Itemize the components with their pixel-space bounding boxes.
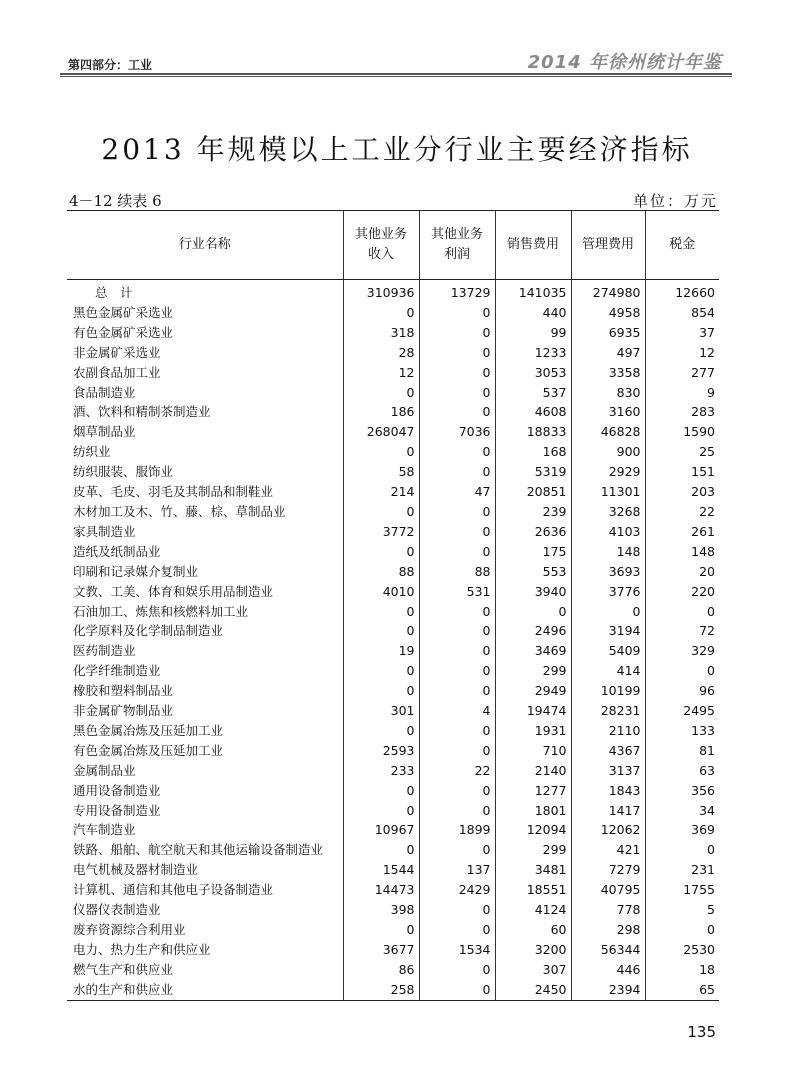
industry-name-cell: 纺织服装、服饰业 (73, 464, 174, 480)
value-cell: 4608 (495, 402, 571, 422)
table-row (67, 562, 719, 582)
table-row (67, 880, 719, 900)
value-cell: 2110 (571, 721, 645, 741)
industry-name-cell: 酒、饮料和精制茶制造业 (73, 404, 211, 420)
value-cell: 0 (419, 522, 495, 542)
value-cell: 0 (343, 502, 419, 522)
industry-name-cell: 纺织业 (73, 444, 111, 460)
value-cell: 65 (645, 980, 719, 1000)
industry-name-cell: 水的生产和供应业 (67, 980, 343, 1000)
value-cell: 231 (645, 860, 719, 880)
table-header-row (67, 211, 719, 280)
value-cell: 88 (343, 562, 419, 582)
value-cell: 18833 (495, 422, 571, 442)
value-cell: 537 (495, 383, 571, 403)
table-row (67, 701, 719, 721)
value-cell: 86 (343, 960, 419, 980)
table-row (67, 482, 719, 502)
value-cell: 0 (419, 781, 495, 801)
value-cell: 22 (645, 502, 719, 522)
value-cell: 4124 (495, 900, 571, 920)
value-cell: 0 (343, 920, 419, 940)
value-cell: 268047 (343, 422, 419, 442)
value-cell: 0 (343, 442, 419, 462)
value-cell: 1277 (495, 781, 571, 801)
indicator-table (67, 210, 719, 1001)
value-cell: 446 (571, 960, 645, 980)
value-cell: 298 (571, 920, 645, 940)
value-cell: 60 (495, 920, 571, 940)
industry-name-cell: 有色金属冶炼及压延加工业 (73, 742, 224, 758)
value-cell: 10967 (343, 820, 419, 840)
table-row (67, 522, 719, 542)
value-cell: 233 (343, 761, 419, 781)
value-cell: 3194 (571, 621, 645, 641)
value-cell: 0 (419, 661, 495, 681)
industry-name-cell: 皮革、毛皮、羽毛及其制品和制鞋业 (73, 484, 274, 500)
value-cell: 4010 (343, 582, 419, 602)
table-row (67, 303, 719, 323)
value-cell: 2394 (571, 980, 645, 1000)
table-row (67, 920, 719, 940)
value-cell: 7036 (419, 422, 495, 442)
value-cell: 0 (343, 721, 419, 741)
value-cell: 3469 (495, 641, 571, 661)
value-cell: 88 (419, 562, 495, 582)
value-cell: 900 (571, 442, 645, 462)
industry-name-cell: 文教、工美、体育和娱乐用品制造业 (73, 583, 274, 599)
value-cell: 4103 (571, 522, 645, 542)
value-cell: 2949 (495, 681, 571, 701)
value-cell: 18 (645, 960, 719, 980)
value-cell: 1233 (495, 343, 571, 363)
table-label: 4－12 续表 6 (69, 192, 162, 210)
value-cell: 0 (419, 621, 495, 641)
value-cell: 1843 (571, 781, 645, 801)
value-cell: 318 (343, 323, 419, 343)
value-cell: 3200 (495, 940, 571, 960)
value-cell: 0 (343, 303, 419, 323)
industry-name-cell: 木材加工及木、竹、藤、棕、草制品业 (73, 503, 286, 519)
industry-name-cell: 造纸及纸制品业 (73, 543, 161, 559)
value-cell: 3053 (495, 363, 571, 383)
value-cell: 778 (571, 900, 645, 920)
table-row (67, 502, 719, 522)
value-cell: 99 (495, 323, 571, 343)
value-cell: 310936 (343, 280, 419, 303)
value-cell: 3693 (571, 562, 645, 582)
table-row (67, 661, 719, 681)
value-cell: 7279 (571, 860, 645, 880)
value-cell: 329 (645, 641, 719, 661)
industry-name-cell: 通用设备制造业 (73, 782, 161, 798)
value-cell: 0 (419, 402, 495, 422)
value-cell: 0 (343, 681, 419, 701)
value-cell: 214 (343, 482, 419, 502)
value-cell: 0 (419, 462, 495, 482)
value-cell: 283 (645, 402, 719, 422)
value-cell: 3137 (571, 761, 645, 781)
value-cell: 81 (645, 741, 719, 761)
industry-name-cell: 印刷和记录媒介复制业 (73, 563, 199, 579)
value-cell: 6935 (571, 323, 645, 343)
value-cell: 440 (495, 303, 571, 323)
value-cell: 0 (419, 920, 495, 940)
industry-name-cell: 铁路、船舶、航空航天和其他运输设备制造业 (73, 842, 324, 858)
value-cell: 0 (419, 542, 495, 562)
value-cell: 18551 (495, 880, 571, 900)
industry-name-cell: 化学原料及化学制品制造业 (73, 623, 224, 639)
value-cell: 299 (495, 661, 571, 681)
value-cell: 12 (343, 363, 419, 383)
value-cell: 0 (343, 542, 419, 562)
value-cell: 0 (419, 681, 495, 701)
value-cell: 854 (645, 303, 719, 323)
table-row (67, 422, 719, 442)
value-cell: 0 (495, 602, 571, 622)
industry-name-cell: 专用设备制造业 (73, 802, 161, 818)
value-cell: 137 (419, 860, 495, 880)
value-cell: 25 (645, 442, 719, 462)
value-cell: 1899 (419, 820, 495, 840)
industry-name-cell: 石油加工、炼焦和核燃料加工业 (73, 603, 249, 619)
value-cell: 72 (645, 621, 719, 641)
value-cell: 28231 (571, 701, 645, 721)
value-cell: 19 (343, 641, 419, 661)
value-cell: 0 (419, 960, 495, 980)
value-cell: 34 (645, 801, 719, 821)
value-cell: 0 (419, 980, 495, 1000)
value-cell: 0 (419, 303, 495, 323)
table-row (67, 621, 719, 641)
value-cell: 3940 (495, 582, 571, 602)
value-cell: 0 (645, 661, 719, 681)
table-row (67, 542, 719, 562)
value-cell: 830 (571, 383, 645, 403)
value-cell: 277 (645, 363, 719, 383)
header-rule-thin (60, 76, 732, 77)
table-row (67, 462, 719, 482)
value-cell: 274980 (571, 280, 645, 303)
value-cell: 12 (645, 343, 719, 363)
value-cell: 63 (645, 761, 719, 781)
industry-name-cell: 家具制造业 (73, 523, 136, 539)
table-row (67, 980, 719, 1000)
value-cell: 0 (419, 900, 495, 920)
value-cell: 13729 (419, 280, 495, 303)
value-cell: 40795 (571, 880, 645, 900)
value-cell: 12094 (495, 820, 571, 840)
value-cell: 12660 (645, 280, 719, 303)
table-body (67, 280, 719, 1001)
table-row (67, 900, 719, 920)
value-cell: 0 (571, 602, 645, 622)
value-cell: 0 (645, 602, 719, 622)
value-cell: 0 (343, 801, 419, 821)
value-cell: 1931 (495, 721, 571, 741)
table-row (67, 343, 719, 363)
industry-name-cell: 黑色金属矿采选业 (73, 304, 174, 320)
table-row (67, 323, 719, 343)
value-cell: 9 (645, 383, 719, 403)
value-cell: 0 (419, 641, 495, 661)
value-cell: 0 (343, 621, 419, 641)
value-cell: 37 (645, 323, 719, 343)
industry-name-cell: 汽车制造业 (73, 822, 136, 838)
value-cell: 12062 (571, 820, 645, 840)
value-cell: 5 (645, 900, 719, 920)
table-row (67, 960, 719, 980)
value-cell: 46828 (571, 422, 645, 442)
table-row (67, 761, 719, 781)
value-cell: 398 (343, 900, 419, 920)
value-cell: 10199 (571, 681, 645, 701)
value-cell: 3776 (571, 582, 645, 602)
value-cell: 3160 (571, 402, 645, 422)
industry-name-cell: 电力、热力生产和供应业 (73, 941, 211, 957)
value-cell: 414 (571, 661, 645, 681)
value-cell: 58 (343, 462, 419, 482)
industry-name-cell: 农副食品加工业 (73, 364, 161, 380)
value-cell: 1417 (571, 801, 645, 821)
industry-name-cell: 总 计 (95, 285, 133, 300)
industry-name-cell: 烟草制品业 (73, 424, 136, 440)
value-cell: 369 (645, 820, 719, 840)
value-cell: 307 (495, 960, 571, 980)
value-cell: 3677 (343, 940, 419, 960)
industry-name-cell: 黑色金属冶炼及压延加工业 (73, 722, 224, 738)
table-row (67, 602, 719, 622)
industry-name-cell: 橡胶和塑料制品业 (73, 683, 174, 699)
value-cell: 148 (645, 542, 719, 562)
industry-name-cell: 非金属矿采选业 (73, 344, 161, 360)
industry-name-cell: 食品制造业 (73, 384, 136, 400)
industry-name-cell: 医药制造业 (73, 643, 136, 659)
value-cell: 3268 (571, 502, 645, 522)
value-cell: 2530 (645, 940, 719, 960)
table-row (67, 582, 719, 602)
value-cell: 1534 (419, 940, 495, 960)
col-header-industry: 行业名称 (67, 211, 343, 280)
col-header-other-profit: 其他业务利润 (419, 211, 495, 280)
value-cell: 4958 (571, 303, 645, 323)
industry-name-cell: 有色金属矿采选业 (73, 324, 174, 340)
value-cell: 151 (645, 462, 719, 482)
value-cell: 239 (495, 502, 571, 522)
section-label: 第四部分：工业 (68, 58, 153, 72)
value-cell: 4367 (571, 741, 645, 761)
value-cell: 20851 (495, 482, 571, 502)
value-cell: 531 (419, 582, 495, 602)
col-header-sales-expense: 销售费用 (495, 211, 571, 280)
value-cell: 2429 (419, 880, 495, 900)
industry-name-cell: 仪器仪表制造业 (73, 902, 161, 918)
industry-name-cell: 电气机械及器材制造业 (73, 862, 199, 878)
value-cell: 2496 (495, 621, 571, 641)
page-title: 2013 年规模以上工业分行业主要经济指标 (101, 133, 693, 166)
industry-name-cell: 化学纤维制造业 (73, 663, 161, 679)
table-row (67, 860, 719, 880)
header-rule (60, 73, 732, 75)
value-cell: 168 (495, 442, 571, 462)
value-cell: 1590 (645, 422, 719, 442)
value-cell: 5409 (571, 641, 645, 661)
value-cell: 0 (343, 661, 419, 681)
industry-name-cell: 金属制品业 (73, 762, 136, 778)
value-cell: 20 (645, 562, 719, 582)
value-cell: 2593 (343, 741, 419, 761)
table-row (67, 840, 719, 860)
table-row (67, 402, 719, 422)
value-cell: 1801 (495, 801, 571, 821)
value-cell: 56344 (571, 940, 645, 960)
table-row-total (67, 280, 719, 303)
value-cell: 0 (343, 840, 419, 860)
table-row (67, 741, 719, 761)
table-row (67, 721, 719, 741)
industry-name-cell: 废弃资源综合利用业 (73, 922, 186, 937)
table-row (67, 781, 719, 801)
value-cell: 0 (645, 840, 719, 860)
value-cell: 2636 (495, 522, 571, 542)
table-row (67, 801, 719, 821)
value-cell: 28 (343, 343, 419, 363)
value-cell: 0 (419, 741, 495, 761)
value-cell: 148 (571, 542, 645, 562)
value-cell: 0 (419, 363, 495, 383)
value-cell: 421 (571, 840, 645, 860)
table-row (67, 363, 719, 383)
value-cell: 0 (419, 442, 495, 462)
value-cell: 0 (419, 343, 495, 363)
value-cell: 0 (645, 920, 719, 940)
value-cell: 47 (419, 482, 495, 502)
value-cell: 553 (495, 562, 571, 582)
value-cell: 2450 (495, 980, 571, 1000)
industry-name-cell: 非金属矿物制品业 (73, 703, 174, 719)
value-cell: 2495 (645, 701, 719, 721)
value-cell: 0 (343, 602, 419, 622)
value-cell: 175 (495, 542, 571, 562)
value-cell: 3772 (343, 522, 419, 542)
value-cell: 186 (343, 402, 419, 422)
value-cell: 0 (419, 323, 495, 343)
table-row (67, 383, 719, 403)
col-header-tax: 税金 (645, 211, 719, 280)
value-cell: 0 (343, 781, 419, 801)
value-cell: 497 (571, 343, 645, 363)
table-row (67, 442, 719, 462)
value-cell: 141035 (495, 280, 571, 303)
value-cell: 0 (419, 721, 495, 741)
value-cell: 3481 (495, 860, 571, 880)
table-row (67, 940, 719, 960)
value-cell: 220 (645, 582, 719, 602)
value-cell: 0 (343, 383, 419, 403)
value-cell: 0 (419, 383, 495, 403)
value-cell: 3358 (571, 363, 645, 383)
value-cell: 356 (645, 781, 719, 801)
value-cell: 19474 (495, 701, 571, 721)
running-header (60, 48, 736, 72)
col-header-other-revenue: 其他业务收入 (343, 211, 419, 280)
value-cell: 5319 (495, 462, 571, 482)
industry-name-cell: 计算机、通信和其他电子设备制造业 (73, 882, 274, 898)
value-cell: 0 (419, 502, 495, 522)
value-cell: 0 (419, 840, 495, 860)
table-row (67, 681, 719, 701)
value-cell: 0 (419, 801, 495, 821)
industry-name-cell: 燃气生产和供应业 (73, 961, 174, 977)
value-cell: 0 (419, 602, 495, 622)
value-cell: 258 (343, 980, 419, 1000)
value-cell: 2929 (571, 462, 645, 482)
value-cell: 133 (645, 721, 719, 741)
table-row (67, 641, 719, 661)
value-cell: 2140 (495, 761, 571, 781)
value-cell: 11301 (571, 482, 645, 502)
value-cell: 1544 (343, 860, 419, 880)
value-cell: 4 (419, 701, 495, 721)
value-cell: 710 (495, 741, 571, 761)
value-cell: 299 (495, 840, 571, 860)
table-row (67, 820, 719, 840)
col-header-admin-expense: 管理费用 (571, 211, 645, 280)
value-cell: 22 (419, 761, 495, 781)
unit-label: 单位：万元 (632, 192, 718, 210)
value-cell: 203 (645, 482, 719, 502)
page-number: 135 (687, 1023, 716, 1041)
value-cell: 261 (645, 522, 719, 542)
value-cell: 96 (645, 681, 719, 701)
value-cell: 1755 (645, 880, 719, 900)
yearbook-label: 2014 年徐州统计年鉴 (527, 52, 722, 73)
value-cell: 14473 (343, 880, 419, 900)
value-cell: 301 (343, 701, 419, 721)
